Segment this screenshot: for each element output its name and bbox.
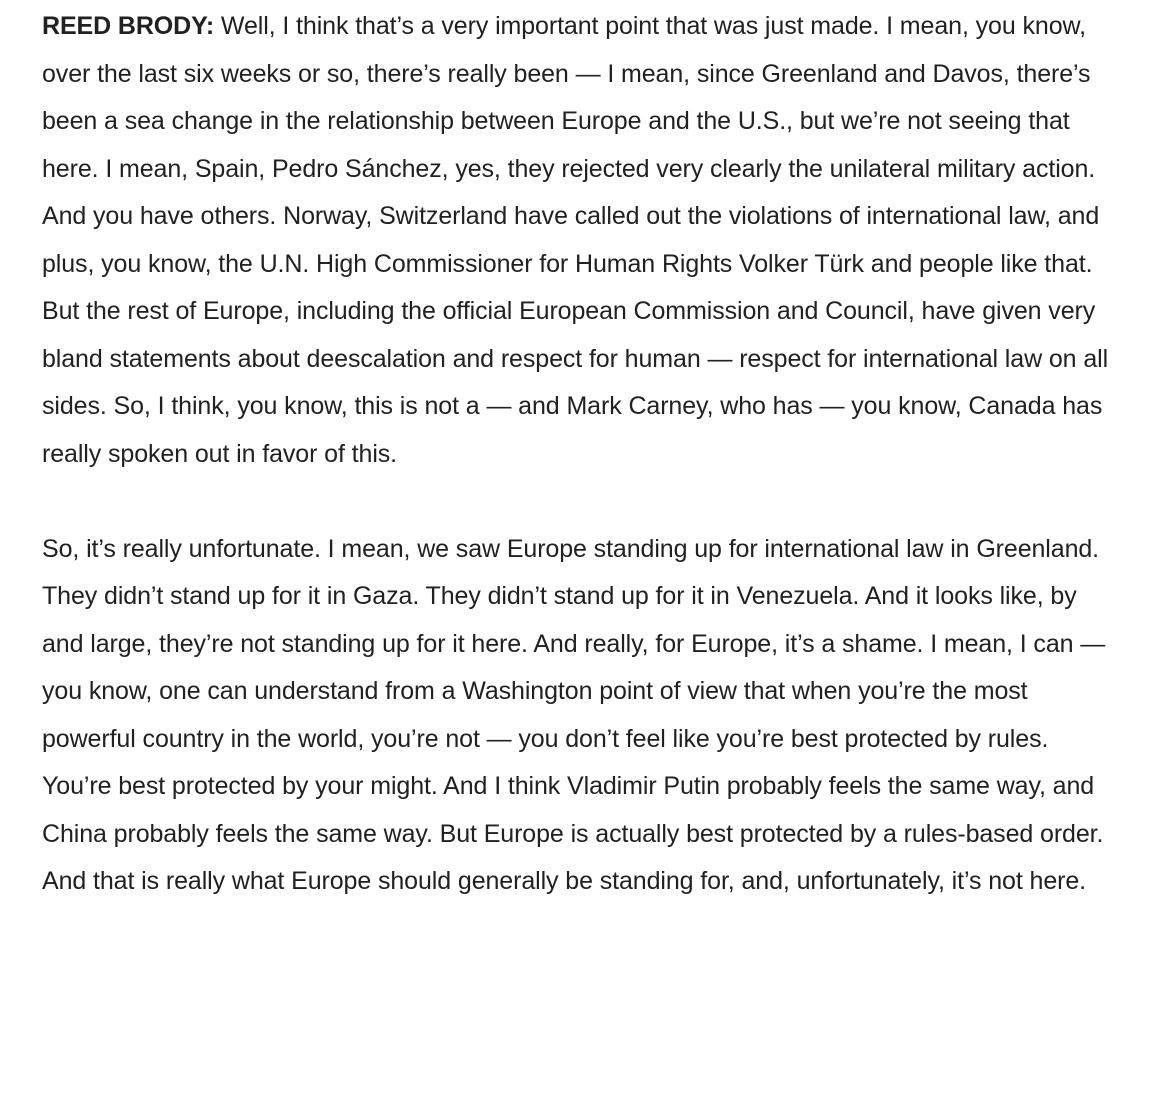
- paragraph-text: So, it’s really unfortunate. I mean, we saw Europe standing up for international law in Greenland. They didn’t stand up for it in Gaza. They didn’t stand up for it in Venezuela. And it looks like, by and large, they’re not standing up for it here. And really, for Europe, it’s a shame. I mean, I can — you know, one can understand from a Washington point of view that when you’re the most powerful country in the world, you’re not — you don’t feel like you’re best protected by rules. You’re best protected by your might. And I think Vladimir Putin probably feels the same way, and China probably feels the same way. But Europe is actually best protected by a rules-based order. And that is really what Europe should generally be standing for, and, unfortunately, it’s not here.: [42, 534, 1106, 895]
- transcript-paragraph: [42, 526, 1120, 906]
- transcript-paragraph: [42, 3, 1120, 478]
- paragraph-text: Well, I think that’s a very important point that was just made. I mean, you know, over the last six weeks or so, there’s really been — I mean, since Greenland and Davos, there’s been a sea change in the relationship between Europe and the U.S., but we’re not seeing that here. I mean, Spain, Pedro Sánchez, yes, they rejected very clearly the unilateral military action. And you have others. Norway, Switzerland have called out the violations of international law, and plus, you know, the U.N. High Commissioner for Human Rights Volker Türk and people like that. But the rest of Europe, including the official European Commission and Council, have given very bland statements about deescalation and respect for human — respect for international law on all sides. So, I think, you know, this is not a — and Mark Carney, who has — you know, Canada has really spoken out in favor of this.: [42, 12, 1109, 468]
- speaker-name: REED BRODY:: [42, 12, 215, 40]
